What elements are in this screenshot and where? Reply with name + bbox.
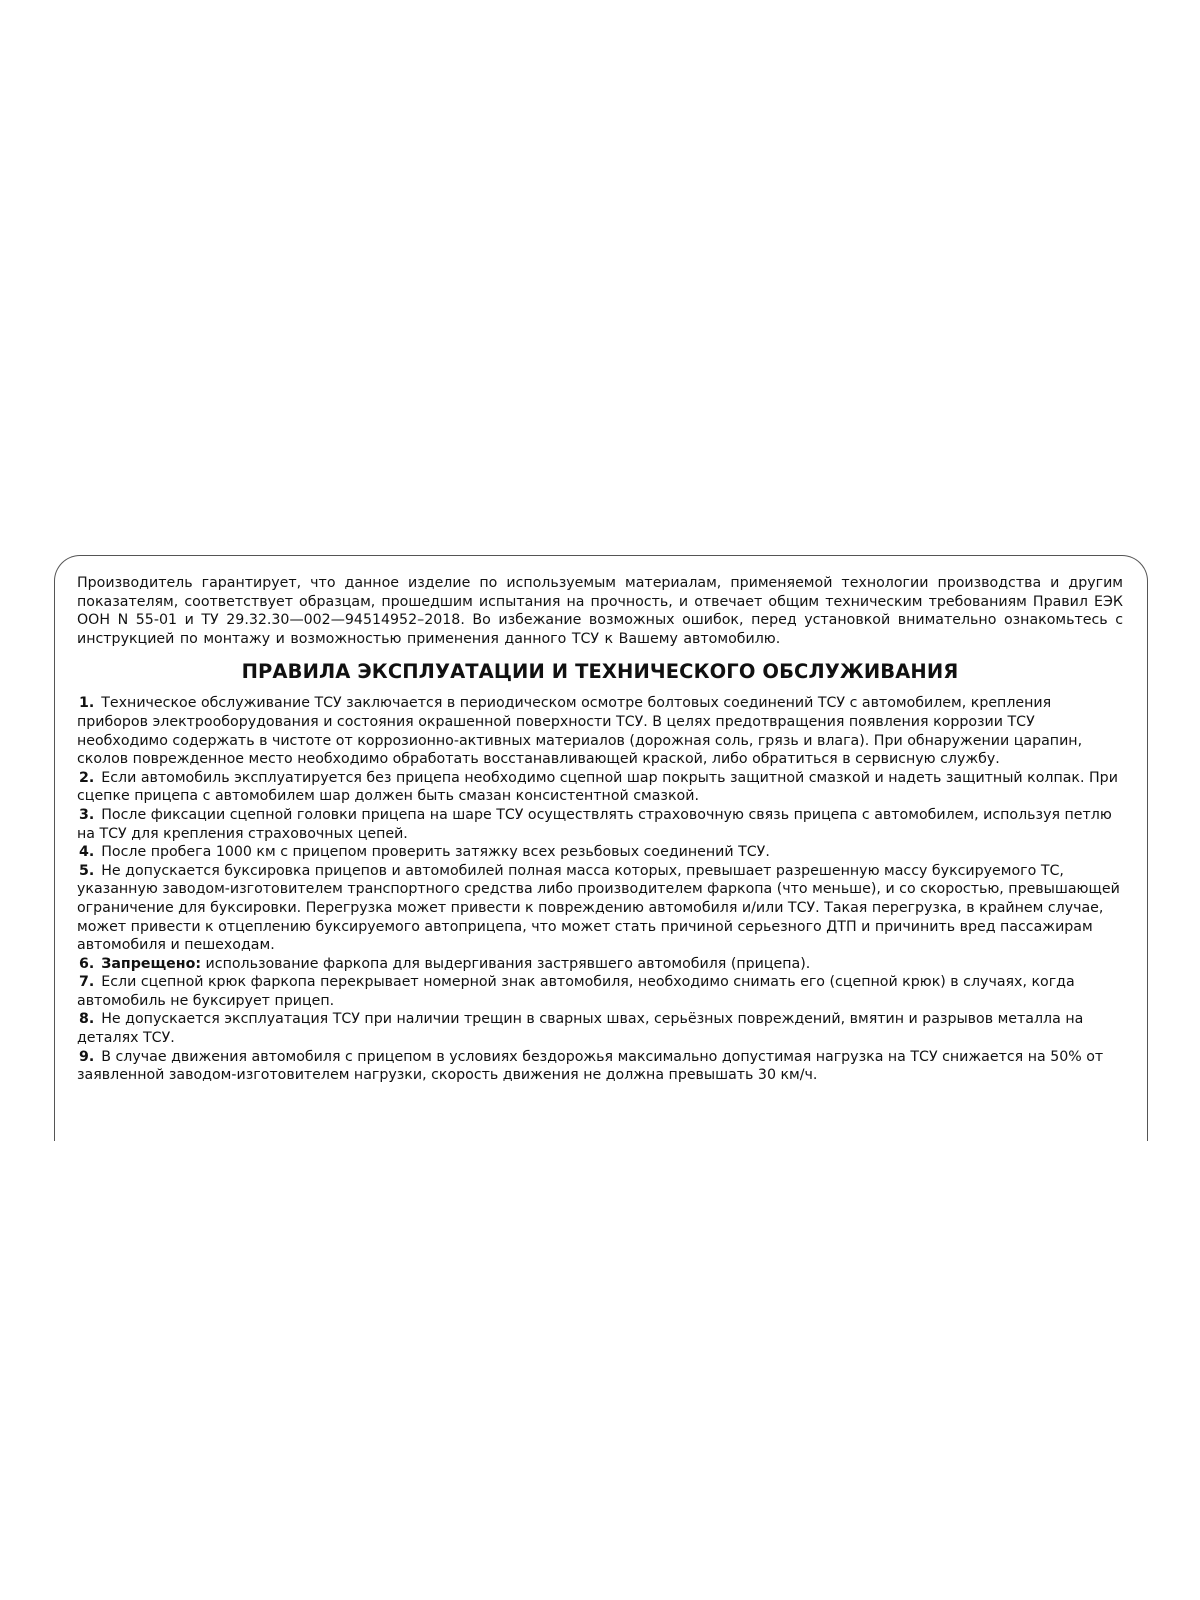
rule-number: 9. [79,1048,95,1065]
rules-heading: ПРАВИЛА ЭКСПЛУАТАЦИИ И ТЕХНИЧЕСКОГО ОБСЛУЖИВАНИЯ [241,660,959,684]
rule-text: После фиксации сцепной головки прицепа на шаре ТСУ осуществлять страховочную связь прицепа с автомобилем, используя петлю на ТСУ для крепления страховочных цепей. [77,806,1112,842]
rule-text: После пробега 1000 км с прицепом проверить затяжку всех резьбовых соединений ТСУ. [101,844,770,861]
warranty-intro-paragraph: Производитель гарантирует, что данное изделие по используемым материалам, применяемой технологии производства и другим показателям, соответствует образцам, прошедшим испытания на прочность, и отвечает общим техническим требованиям Правил ЕЭК ООН N 55-01 и ТУ 29.32.30—002—94514952–2018. Во избежание возможных ошибок, перед установкой внимательно ознакомьтесь с инструкцией по монтажу и возможностью применения данного ТСУ к Вашему автомобилю. [77,575,1123,647]
rule-number: 5. [79,862,95,879]
rule-warning-label: Запрещено: [101,955,202,972]
rule-item-3 [77,806,1123,843]
rules-list [77,694,1123,1084]
rule-item-1 [77,694,1123,768]
rule-text: использование фаркопа для выдергивания застрявшего автомобиля (прицепа). [205,955,811,972]
document-content [77,574,1123,1085]
rule-text: Не допускается эксплуатация ТСУ при наличии трещин в сварных швах, серьёзных повреждений, вмятин и разрывов металла на деталях ТСУ. [77,1011,1084,1047]
rule-number: 4. [79,844,95,861]
rule-text: Если автомобиль эксплуатируется без прицепа необходимо сцепной шар покрыть защитной смазкой и надеть защитный колпак. При сцепке прицепа с автомобилем шар должен быть смазан консистентной смазкой. [77,769,1118,805]
rule-item-5 [77,862,1123,955]
rule-item-8 [77,1010,1123,1047]
rule-item-7 [77,973,1123,1010]
rule-item-6 [77,955,1123,974]
rule-text: Не допускается буксировка прицепов и автомобилей полная масса которых, превышает разрешенную массу буксируемого ТС, указанную заводом-изготовителем транспортного средства либо производителем фаркопа (что меньше), и со скоростью, превышающей ограничение для буксировки. Перегрузка может привести к повреждению автомобиля и/или ТСУ. Такая перегрузка, в крайнем случае, может привести к отцеплению буксируемого автоприцепа, что может стать причиной серьезного ДТП и причинить вред пассажирам автомобиля и пешеходам. [77,862,1120,954]
rule-text: В случае движения автомобиля с прицепом в условиях бездорожья максимально допустимая нагрузка на ТСУ снижается на 50% от заявленной заводом-изготовителем нагрузки, скорость движения не должна превышать 30 км/ч. [77,1048,1104,1084]
rule-number: 7. [79,974,95,991]
rule-number: 1. [79,695,95,712]
rule-item-9 [77,1048,1123,1085]
rule-number: 8. [79,1011,95,1028]
rule-item-4 [77,843,1123,862]
rule-text: Если сцепной крюк фаркопа перекрывает номерной знак автомобиля, необходимо снимать его (сцепной крюк) в случаях, когда автомобиль не буксирует прицеп. [77,974,1075,1009]
rule-text: Техническое обслуживание ТСУ заключается в периодическом осмотре болтовых соединений ТСУ с автомобилем, крепления приборов электрооборудования и состояния окрашенной поверхности ТСУ. В целях предотвращения появления коррозии ТСУ необходимо содержать в чистоте от коррозионно-активных материалов (дорожная соль, грязь и влага). При обнаружении царапин, сколов поврежденное место необходимо обработать восстанавливающей краской, либо обратиться в сервисную службу. [77,695,1083,768]
rule-item-2 [77,769,1123,806]
rule-number: 3. [79,806,95,823]
rule-number: 6. [79,955,95,972]
rule-number: 2. [79,769,95,786]
